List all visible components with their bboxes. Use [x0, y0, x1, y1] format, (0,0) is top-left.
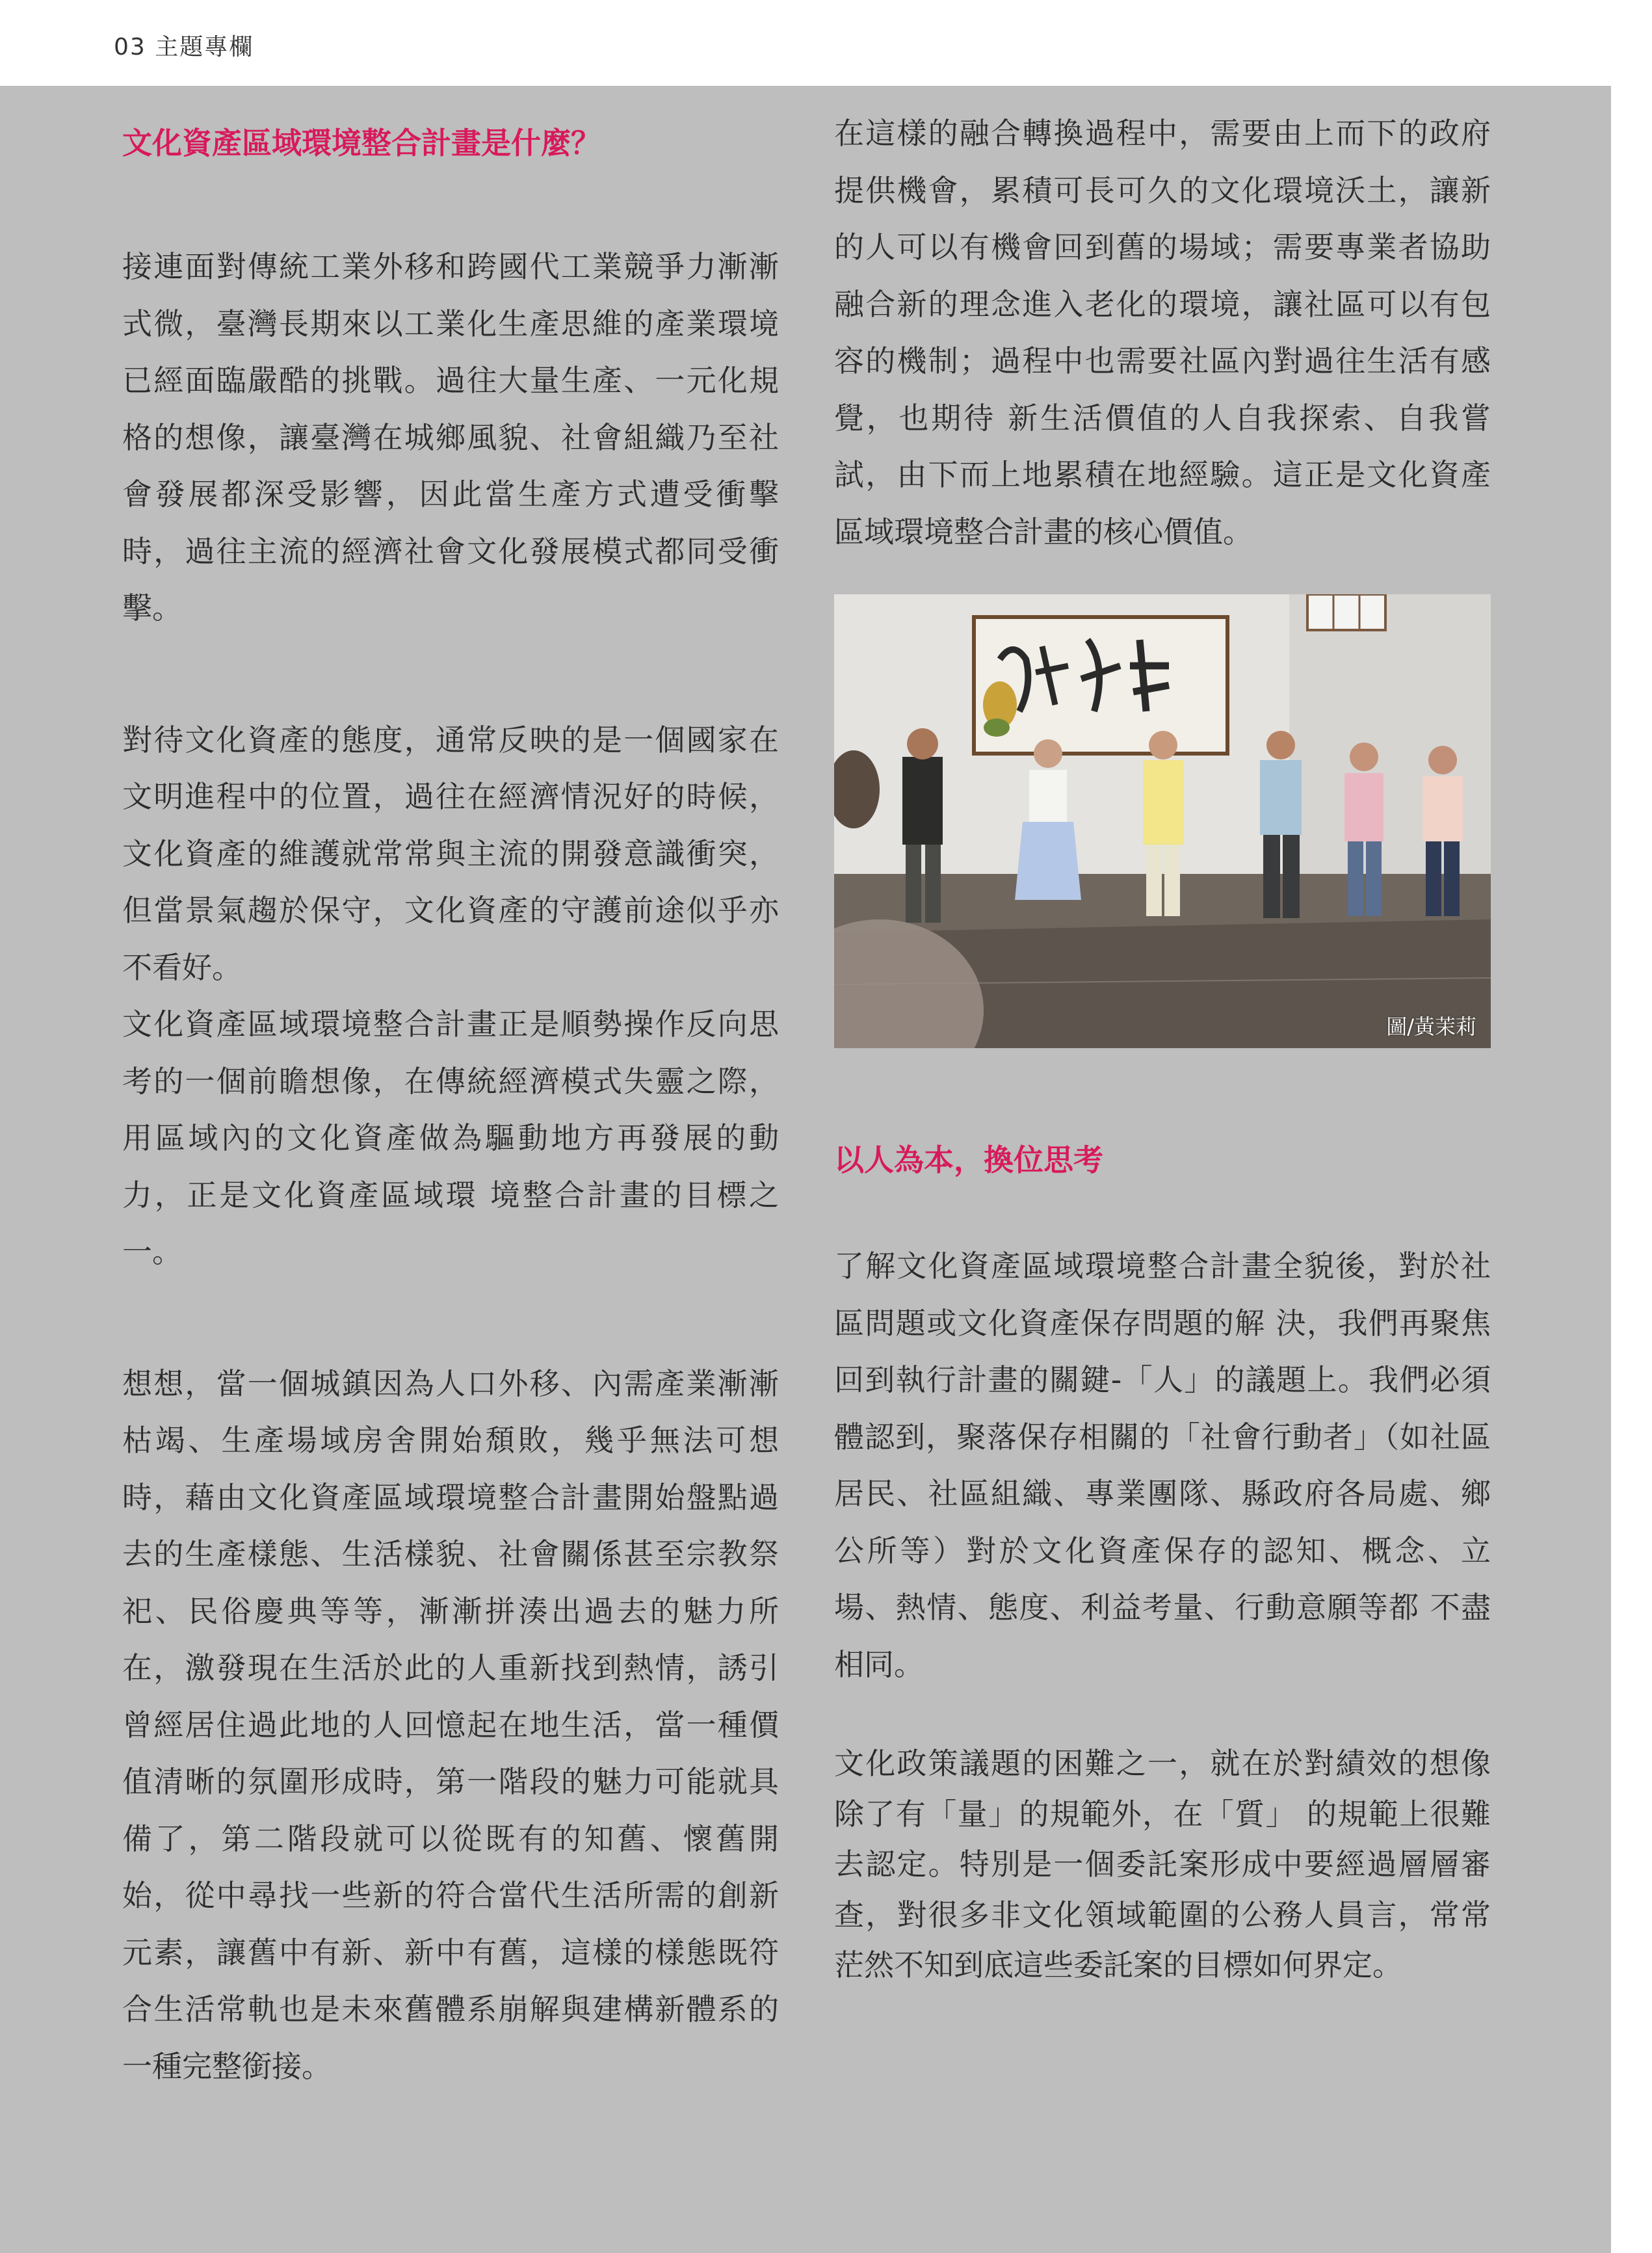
- body-paragraph: 想想，當一個城鎮因為人口外移、內需產業漸漸枯竭、生產場域房舍開始頹敗，幾乎無法可想時，藉由文化資產區域環境整合計畫開始盤點過去的生產樣態、生活樣貌、社會關係甚至宗教祭祀、民俗慶典等等，漸漸拼湊出過去的魅力所在，激發現在生活於此的人重新找到熱情，誘引曾經居住過此地的人回憶起在地生活，當一種價值清晰的氛圍形成時，第一階段的魅力可能就具備了，第二階段就可以從既有的知舊、懷舊開始，從中尋找一些新的符合當代生活所需的創新元素，讓舊中有新、新中有舊，這樣的樣態既符合生活常軌也是未來舊體系崩解與建構新體系的一種完整銜接。: [122, 1365, 779, 2084]
- body-paragraph: 對待文化資產的態度，通常反映的是一個國家在文明進程中的位置，過往在經濟情況好的時候，文化資產的維護就常常與主流的開發意識衝突，但當景氣趨於保守，文化資產的守護前途似乎亦不看好。: [122, 722, 779, 985]
- workshop-photo: [834, 594, 1491, 1048]
- left-column: [122, 124, 779, 2095]
- page-header: [0, 0, 1652, 86]
- body-paragraph: 文化資產區域環境整合計畫正是順勢操作反向思考的一個前瞻想像，在傳統經濟模式失靈之際，用區域內的文化資產做為驅動地方再發展的動力，正是文化資產區域環 境整合計畫的目標之一。: [122, 1007, 779, 1269]
- body-paragraph: 了解文化資產區域環境整合計畫全貌後，對於社區問題或文化資產保存問題的解 決，我們再聚焦回到執行計畫的關鍵-「人」的議題上。我們必須體認到，聚落保存相關的「社會行動者」（如社區居民、社區組織、專業團隊、縣政府各局處、鄉公所等）對於文化資產保存的認知、概念、立場、熱情、態度、利益考量、行動意願等都 不盡相同。: [834, 1248, 1491, 1682]
- workshop-photo-illustration: [834, 594, 1491, 1048]
- section-heading-people-first: 以人為本，換位思考: [834, 1142, 1103, 1178]
- body-paragraph: 接連面對傳統工業外移和跨國代工業競爭力漸漸式微，臺灣長期來以工業化生產思維的產業環境已經面臨嚴酷的挑戰。過往大量生產、一元化規格的想像，讓臺灣在城鄉風貌、社會組織乃至社會發展都深受影響，因此當生產方式遭受衝擊時，過往主流的經濟社會文化發展模式都同受衝擊。: [122, 249, 779, 626]
- section-label: 03 主題專欄: [114, 34, 254, 60]
- body-paragraph: 在這樣的融合轉換過程中，需要由上而下的政府提供機會，累積可長可久的文化環境沃土，讓新的人可以有機會回到舊的場域；需要專業者協助融合新的理念進入老化的環境，讓社區可以有包容的機制；過程中也需要社區內對過往生活有感覺，也期待 新生活價值的人自我探索、自我嘗試，由下而上地累積在地經驗。這正是文化資產區域環境整合計畫的核心價值。: [834, 116, 1491, 549]
- section-heading-what-is: 文化資產區域環境整合計畫是什麼？: [122, 125, 601, 161]
- photo-caption: 圖/黃茉莉: [1386, 1014, 1476, 1039]
- right-column: [834, 116, 1491, 1991]
- body-paragraph: 文化政策議題的困難之一，就在於對績效的想像除了有「量」的規範外，在「質」 的規範上很難去認定。特別是一個委託案形成中要經過層層審查，對很多非文化領域範圍的公務人員言，常常茫然不知到底這些委託案的目標如何界定。: [834, 1746, 1491, 1983]
